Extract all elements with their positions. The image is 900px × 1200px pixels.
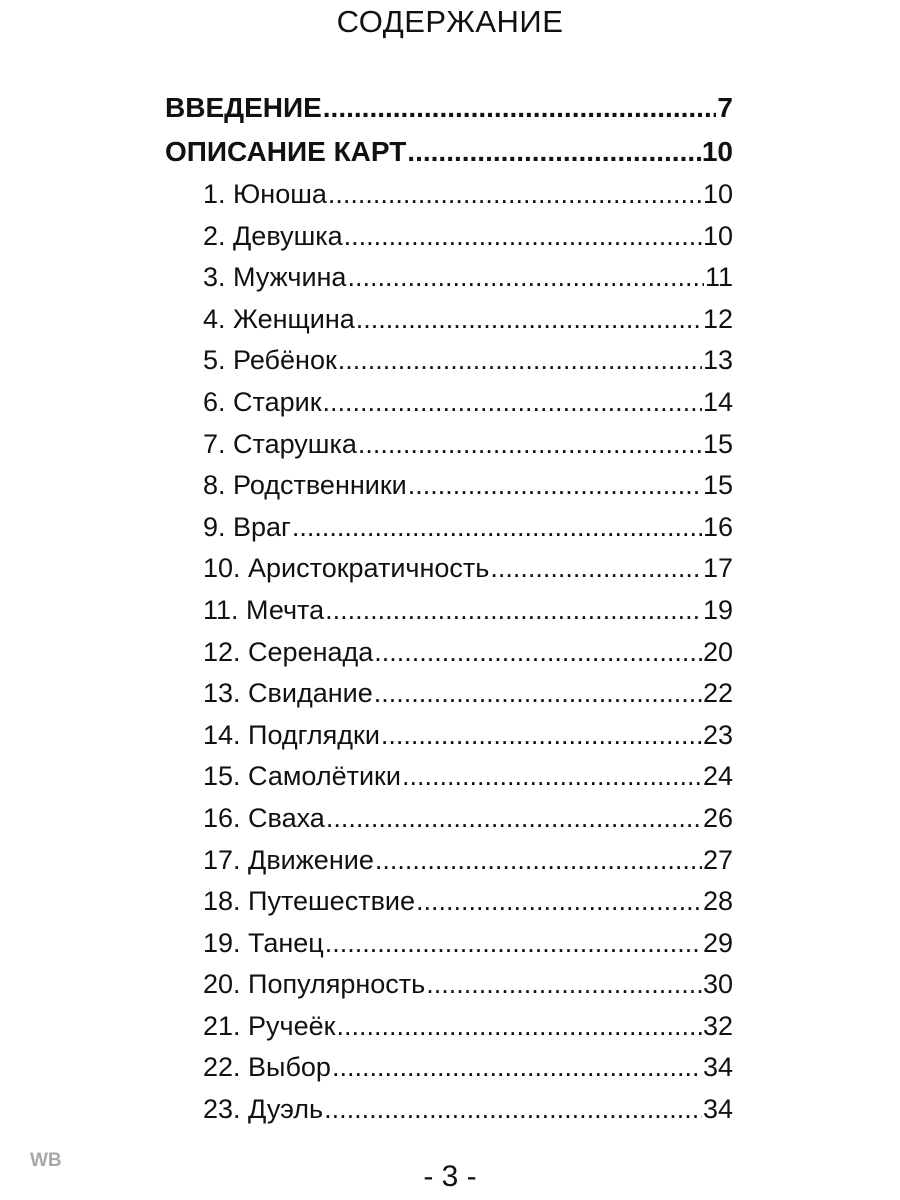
toc-entry [165,1047,733,1089]
toc-entry-page: 34 [702,1094,733,1125]
toc-entry-page: 12 [702,303,733,334]
toc-entry [165,715,733,757]
dot-leader [375,840,702,882]
toc-entry-page: 10 [702,179,733,209]
dot-leader [490,548,702,590]
toc-entry-page: 11 [704,262,733,293]
toc-entry-title: 1. Юноша [203,179,327,209]
toc-entry-title: 20. Популярность [203,969,426,1000]
dot-leader [416,881,702,923]
toc-entry [165,632,733,674]
toc-entry-page: 20 [702,636,733,667]
toc-entry [165,798,733,840]
toc-entry-title: 11. Мечта [203,594,325,625]
toc-entry-page: 30 [702,969,733,1000]
toc-entry-title: 7. Старушка [203,428,357,459]
toc-entry [165,964,733,1006]
toc-entry [165,174,733,216]
toc-entry-page: 10 [702,220,733,251]
toc-entry [165,130,733,174]
toc-entry [165,881,733,923]
toc-entry-title: 16. Сваха [203,802,325,833]
dot-leader [381,715,702,757]
toc-entry-page: 17 [702,553,733,584]
toc-entry [165,257,733,299]
toc-entry [165,548,733,590]
toc-entry-page: 32 [702,1010,733,1041]
dot-leader [292,507,702,549]
toc-entry-page: 10 [701,136,733,167]
toc-entry-title: 15. Самолётики [203,761,401,792]
toc-entry [165,340,733,382]
toc-entry-page: 24 [702,761,733,792]
dot-leader [402,756,702,798]
toc-entry-title: 18. Путешествие [203,886,416,917]
dot-leader [407,130,701,174]
toc-entry-title: 14. Подглядки [203,719,380,750]
dot-leader [426,964,702,1006]
toc-entry [165,424,733,466]
toc-entry-page: 22 [702,678,733,709]
toc-entry-page: 26 [702,802,733,833]
dot-leader [325,590,702,632]
toc-entry-title: 13. Свидание [203,678,373,709]
toc-entry-page: 28 [702,886,733,917]
dot-leader [338,340,702,382]
toc-entry-page: 19 [702,594,733,625]
dot-leader [344,216,702,258]
toc-entry [165,673,733,715]
toc-entry-title: 22. Выбор [203,1052,331,1083]
toc-entry [165,216,733,258]
toc-entry-title: ОПИСАНИЕ КАРТ [165,136,407,167]
dot-leader [347,257,704,299]
toc-entry-title: 12. Серенада [203,636,374,667]
toc-entry [165,923,733,965]
toc-entry-page: 27 [702,844,733,875]
toc-entry [165,590,733,632]
dot-leader [336,1006,701,1048]
toc-entry-title: 4. Женщина [203,303,355,334]
dot-leader [356,299,702,341]
toc-entry-page: 16 [702,511,733,542]
toc-entry-title: 5. Ребёнок [203,345,337,376]
toc-entry [165,840,733,882]
toc-entry-page: 13 [702,345,733,376]
toc-entry-page: 15 [702,470,733,501]
toc-entry-title: 9. Враг [203,511,291,542]
toc-entry-title: 21. Ручеёк [203,1010,336,1041]
dot-leader [374,673,702,715]
dot-leader [332,1047,702,1089]
toc-entry [165,299,733,341]
dot-leader [324,1089,702,1131]
dot-leader [326,798,702,840]
toc-entry-title: 17. Движение [203,844,374,875]
table-of-contents [165,86,733,1131]
toc-entry [165,465,733,507]
toc-entry-page: 23 [702,719,733,750]
toc-entry [165,1006,733,1048]
toc-entry [165,756,733,798]
dot-leader [358,424,702,466]
toc-entry-title: 19. Танец [203,927,324,958]
dot-leader [325,923,702,965]
toc-entry-title: 6. Старик [203,386,322,417]
page-number: - 3 - [423,1160,477,1193]
dot-leader [408,465,702,507]
toc-entry [165,507,733,549]
toc-entry-page: 14 [702,386,733,417]
toc-entry-title: 2. Девушка [203,220,343,251]
dot-leader [328,174,702,216]
toc-entry-title: 8. Родственники [203,470,407,501]
toc-entry [165,382,733,424]
dot-leader [323,382,702,424]
page-title: СОДЕРЖАНИЕ [336,4,564,39]
toc-entry [165,1089,733,1131]
toc-entry-page: 34 [702,1052,733,1083]
toc-entry [165,86,733,130]
wb-watermark: WB [30,1150,62,1171]
toc-entry-page: 29 [702,927,733,958]
toc-entry-page: 15 [702,428,733,459]
toc-entry-title: 10. Аристократичность [203,553,490,584]
toc-entry-title: ВВЕДЕНИЕ [165,92,322,123]
toc-entry-title: 3. Мужчина [203,262,347,293]
toc-entry-page: 7 [717,92,733,123]
toc-entry-title: 23. Дуэль [203,1094,324,1125]
dot-leader [374,632,702,674]
dot-leader [323,86,717,130]
